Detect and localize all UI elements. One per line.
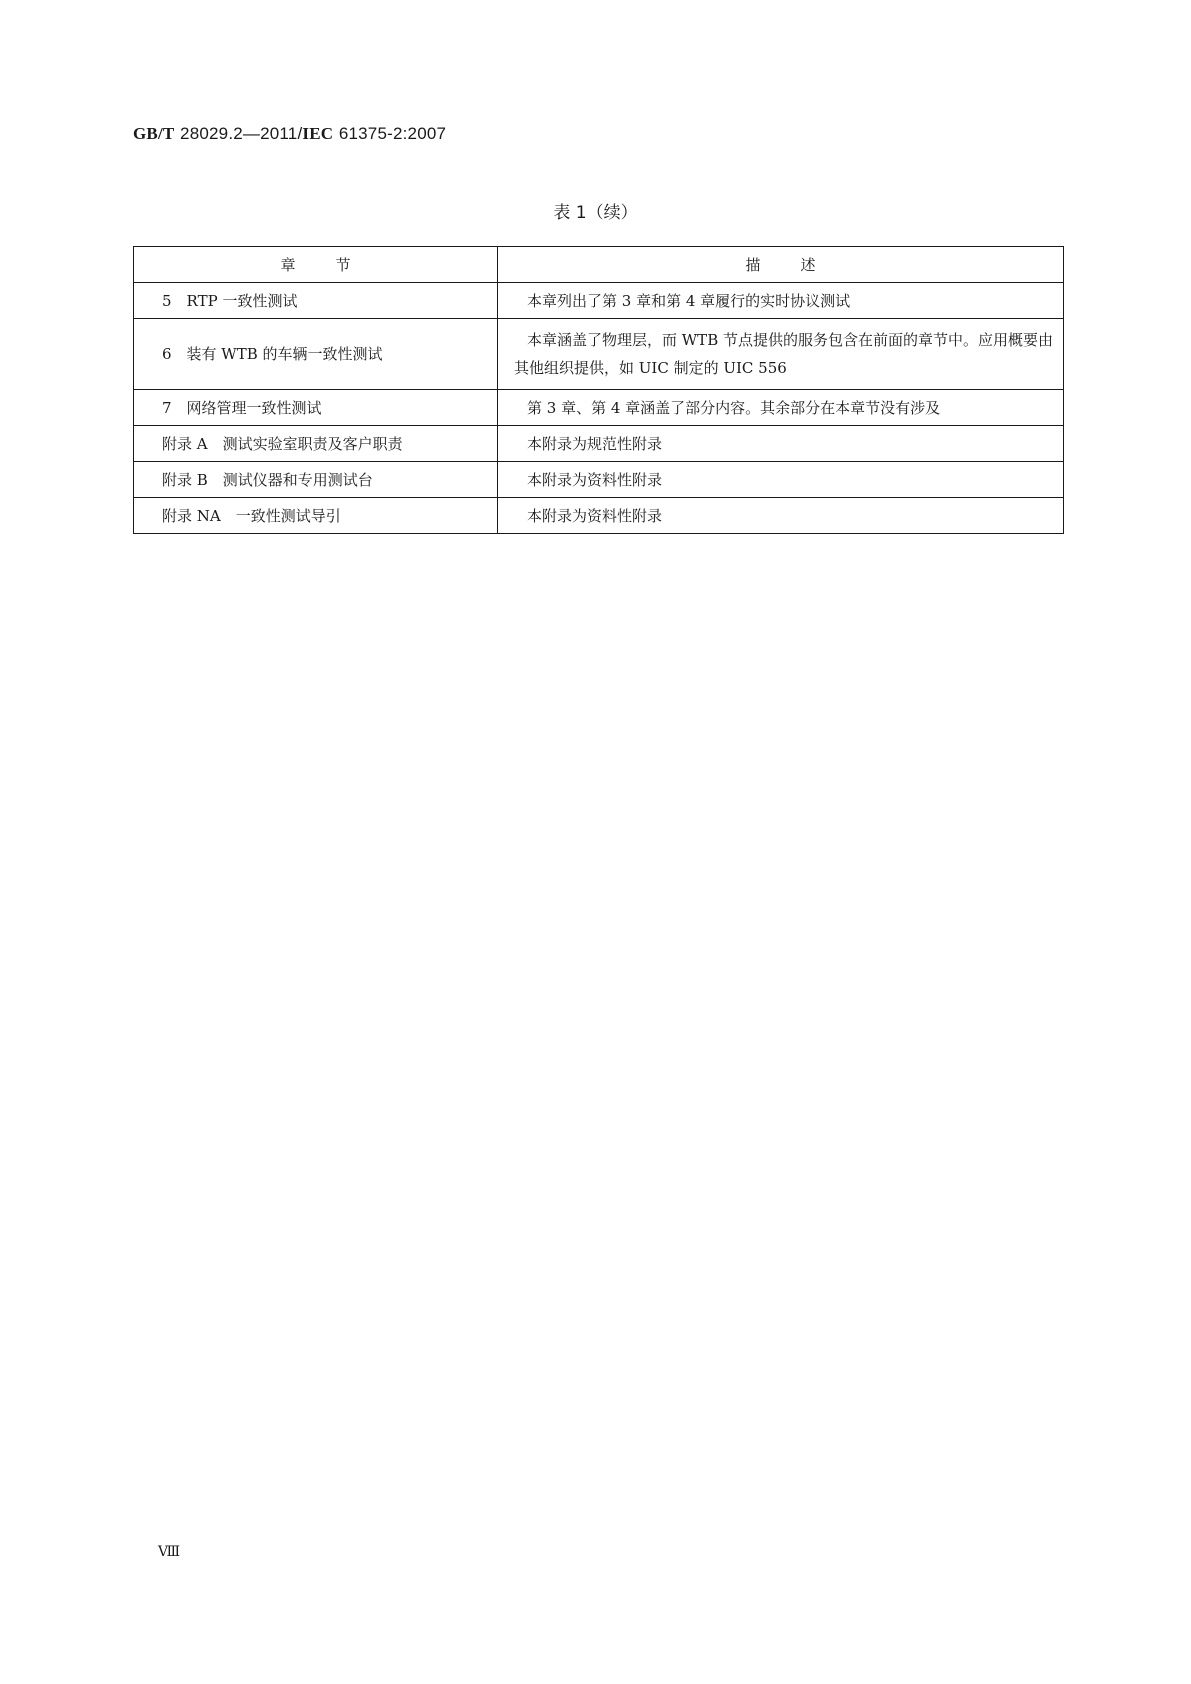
- table-row: [134, 283, 1064, 319]
- description-cell: 本附录为资料性附录: [498, 498, 1064, 534]
- description-cell: 第 3 章、第 4 章涵盖了部分内容。其余部分在本章节没有涉及: [498, 390, 1064, 426]
- chapter-table: [133, 246, 1064, 534]
- table-row: [134, 462, 1064, 498]
- standard-code: 28029.2—2011/: [180, 124, 303, 143]
- section-cell: 7 网络管理一致性测试: [134, 390, 498, 426]
- section-cell: 附录 A 测试实验室职责及客户职责: [134, 426, 498, 462]
- description-cell: 本附录为资料性附录: [498, 462, 1064, 498]
- table-row: [134, 426, 1064, 462]
- section-cell: 附录 NA 一致性测试导引: [134, 498, 498, 534]
- table-row: [134, 390, 1064, 426]
- standard-prefix: GB/T: [133, 124, 175, 143]
- description-cell: 本章涵盖了物理层，而 WTB 节点提供的服务包含在前面的章节中。应用概要由其他组织提供，如 UIC 制定的 UIC 556: [498, 319, 1064, 390]
- column-header-section: 章节: [134, 247, 498, 283]
- table-row: [134, 319, 1064, 390]
- column-header-description: 描述: [498, 247, 1064, 283]
- description-cell: 本附录为规范性附录: [498, 426, 1064, 462]
- section-cell: 5 RTP 一致性测试: [134, 283, 498, 319]
- description-cell: 本章列出了第 3 章和第 4 章履行的实时协议测试: [498, 283, 1064, 319]
- page-number: Ⅷ: [158, 1544, 181, 1560]
- table-caption: 表 1（续）: [553, 203, 638, 223]
- table-header-row: [134, 247, 1064, 283]
- section-cell: 6 装有 WTB 的车辆一致性测试: [134, 319, 498, 390]
- section-cell: 附录 B 测试仪器和专用测试台: [134, 462, 498, 498]
- table-row: [134, 498, 1064, 534]
- iec-code: 61375-2:2007: [338, 124, 447, 143]
- iec-prefix: IEC: [302, 124, 334, 143]
- standard-number: [133, 124, 446, 144]
